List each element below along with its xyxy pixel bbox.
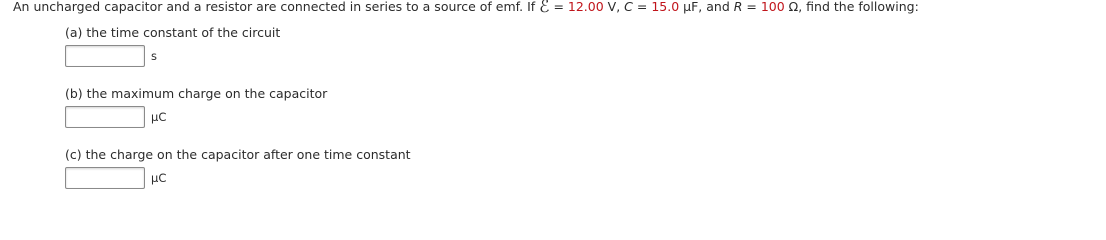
capacitance-symbol: C <box>624 0 633 14</box>
resistance-symbol: R <box>733 0 743 14</box>
resistance-value: 100 <box>760 0 785 14</box>
part-b-answer-row <box>65 106 327 128</box>
part-b <box>65 87 327 128</box>
resistance-equals: = <box>742 0 761 14</box>
emf-symbol: ℰ <box>539 0 550 17</box>
part-c-answer-row <box>65 167 411 189</box>
problem-ending: , find the following: <box>798 0 919 14</box>
resistance-unit: Ω <box>784 0 799 14</box>
part-a <box>65 26 280 67</box>
problem-intro: An uncharged capacitor and a resistor are connected in series to a source of emf. If <box>13 0 540 14</box>
part-b-label: (b) the maximum charge on the capacitor <box>65 86 328 101</box>
part-c-unit: μC <box>151 171 167 185</box>
part-a-unit: s <box>151 49 157 63</box>
capacitance-unit: μF, and <box>679 0 734 14</box>
emf-equals: = <box>549 0 568 14</box>
capacitance-value: 15.0 <box>651 0 680 14</box>
capacitance-equals: = <box>632 0 652 14</box>
problem-statement <box>13 0 919 17</box>
part-c <box>65 148 411 189</box>
part-b-answer-input[interactable] <box>65 106 145 128</box>
emf-value: 12.00 <box>567 0 604 14</box>
part-a-answer-row <box>65 45 280 67</box>
part-c-answer-input[interactable] <box>65 167 145 189</box>
part-a-label: (a) the time constant of the circuit <box>65 25 281 40</box>
part-c-label: (c) the charge on the capacitor after one time constant <box>65 147 411 162</box>
part-a-answer-input[interactable] <box>65 45 145 67</box>
emf-unit: V, <box>603 0 625 14</box>
part-b-unit: μC <box>151 110 167 124</box>
